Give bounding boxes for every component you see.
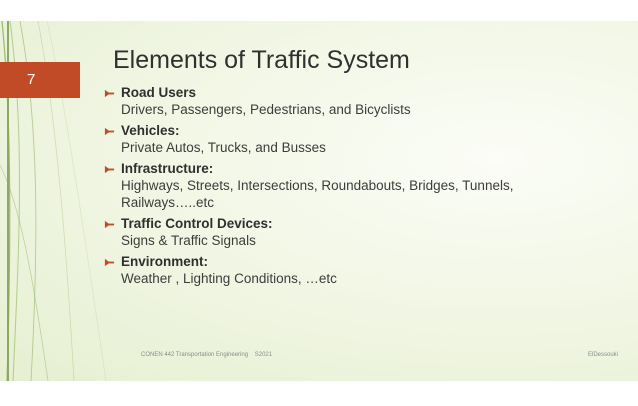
road-users-description: Drivers, Passengers, Pedestrians, and Bicyclists bbox=[121, 102, 411, 117]
list-item-vehicles bbox=[104, 123, 604, 156]
footer-author: ElDessouki bbox=[587, 352, 618, 358]
element-list bbox=[104, 85, 604, 292]
infrastructure-heading: Infrastructure: bbox=[121, 161, 214, 176]
list-item-environment bbox=[104, 254, 604, 287]
infrastructure-description: Highways, Streets, Intersections, Roundabouts, Bridges, Tunnels, Railways…..etc bbox=[121, 178, 514, 210]
list-item-road-users bbox=[104, 85, 604, 118]
vehicles-heading: Vehicles: bbox=[121, 123, 180, 138]
environment-heading: Environment: bbox=[121, 254, 209, 269]
slide bbox=[0, 21, 638, 381]
slide-number: 7 bbox=[27, 71, 36, 88]
arrow-bullet-icon bbox=[104, 219, 115, 230]
footer-course-info: CONEN 442 Transportation Engineering S2021 bbox=[141, 352, 273, 358]
traffic-control-devices-heading: Traffic Control Devices: bbox=[121, 216, 273, 231]
road-users-heading: Road Users bbox=[121, 85, 197, 100]
slide-title: Elements of Traffic System bbox=[113, 46, 410, 74]
arrow-bullet-icon bbox=[104, 88, 115, 99]
list-item-infrastructure bbox=[104, 161, 604, 211]
traffic-control-devices-description: Signs & Traffic Signals bbox=[121, 233, 256, 248]
vehicles-description: Private Autos, Trucks, and Busses bbox=[121, 140, 326, 155]
list-item-traffic-control-devices bbox=[104, 216, 604, 249]
slide-number-tab bbox=[0, 62, 80, 98]
arrow-bullet-icon bbox=[104, 164, 115, 175]
environment-description: Weather , Lighting Conditions, …etc bbox=[121, 271, 337, 286]
arrow-bullet-icon bbox=[104, 126, 115, 137]
arrow-bullet-icon bbox=[104, 257, 115, 268]
